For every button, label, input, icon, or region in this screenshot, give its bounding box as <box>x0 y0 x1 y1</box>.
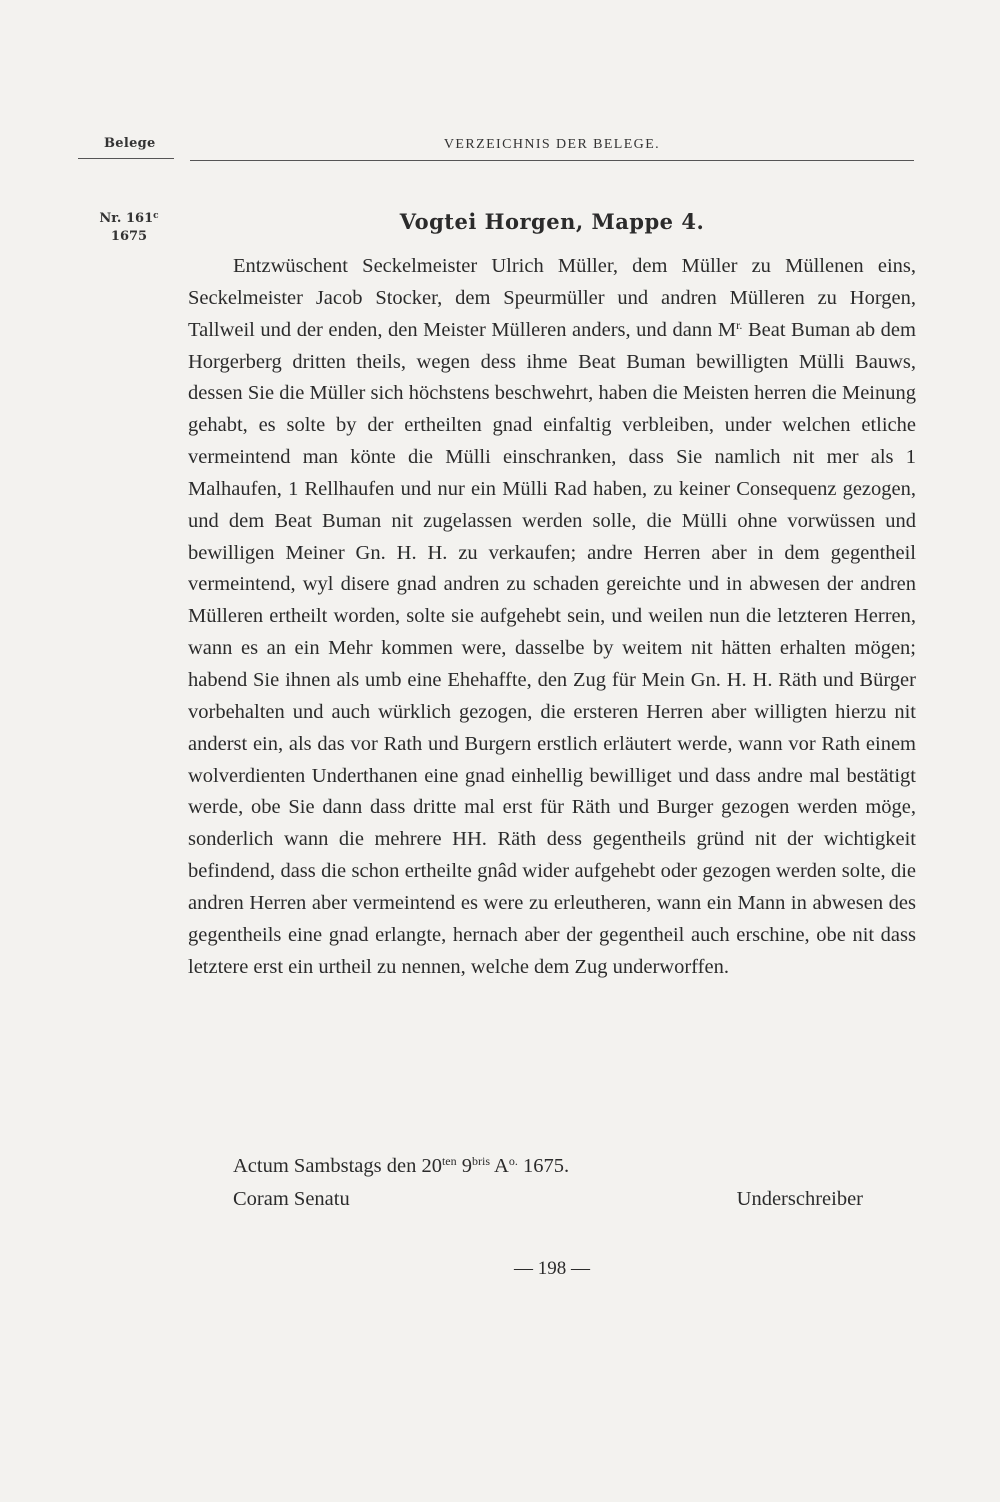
document-body: Entzwüschent Seckelmeister Ulrich Müller, dem Müller zu Müllenen eins, Seckelmeister Jacob Stocker, dem Speurmüller und andren Mülleren zu Horgen, Tallweil und der enden, den Meister Mülleren anders, und dann $M^{r.}$ Beat Buman ab dem Horgerberg dritten theils, wegen dess ihme Beat Buman bewilligten Mülli Bauws, dessen Sie die Müller sich höchstens beschwehrt, haben die Meisten herren die Meinung gehabt, es solte by der ertheilten gnad einfaltig verbleiben, under welchen etliche vermeintend man könte die Mülli einschranken, dass Sie namlich nit mer als 1 Malhaufen, 1 Rellhaufen und nur ein Mülli Rad haben, zu keiner Consequenz gezogen, und dem Beat Buman nit zugelassen werden solle, die Mülli ohne vorwüssen und bewilligen Meiner Gn. H. H. zu verkaufen; andre Herren aber in dem gegentheil vermeintend, wyl disere gnad andren zu schaden gereichte und in abwesen der andren Mülleren ertheilt worden, solte sie aufgehebt sein, und weilen nun die letzteren Herren, wann es an ein Mehr kommen were, dasselbe by weitem nit hätten erhalten mögen; habend Sie ihnen als umb eine Ehehaffte, den Zug für Mein Gn. H. H. Räth und Bürger vorbehalten und auch würklich gezogen, die ersteren Herren aber willigten hierzu nit anderst ein, als das vor Rath und Burgern erstlich erläutert werde, wann vor Rath einem wolverdienten Underthanen eine gnad einhellig bewilliget und dass andre mal bestätigt werde, obe Sie dann dass dritte mal erst für Räth und Burger gezogen werden möge, sonderlich wann die mehrere HH. Räth dess gegentheils gründ nit der wichtigkeit befindend, dass die schon ertheilte gnâd wider aufgehebt oder gezogen werden solte, die andren Herren aber vermeintend es were zu erleutheren, wann ein Mann in abwesen des gegentheils eine gnad erlangte, hernach aber der gegentheil auch erschine, obe nit dass letztere erst ein urtheil zu nennen, welche dem Zug underworffen. <box>188 255 916 978</box>
document-title: Vogtei Horgen, Mappe 4. <box>399 209 705 234</box>
document-number: Nr. 161$^c$ <box>99 211 159 226</box>
coram-line: Coram Senatu <box>233 1188 350 1210</box>
header-margin-rule <box>78 158 174 159</box>
margin-note <box>90 210 168 246</box>
header-rule <box>190 160 914 161</box>
signer-line: Underschreiber <box>736 1188 863 1210</box>
running-title: VERZEICHNIS DER BELEGE. <box>443 137 661 152</box>
document-year: 1675 <box>110 229 148 244</box>
page-number: — 198 — <box>514 1258 590 1279</box>
header-margin-label: Belege <box>104 136 156 151</box>
actum-line: Actum Sambstags den $20^{ten}$ $9^{bris}$ $A^{o.}$ 1675. <box>233 1154 570 1177</box>
